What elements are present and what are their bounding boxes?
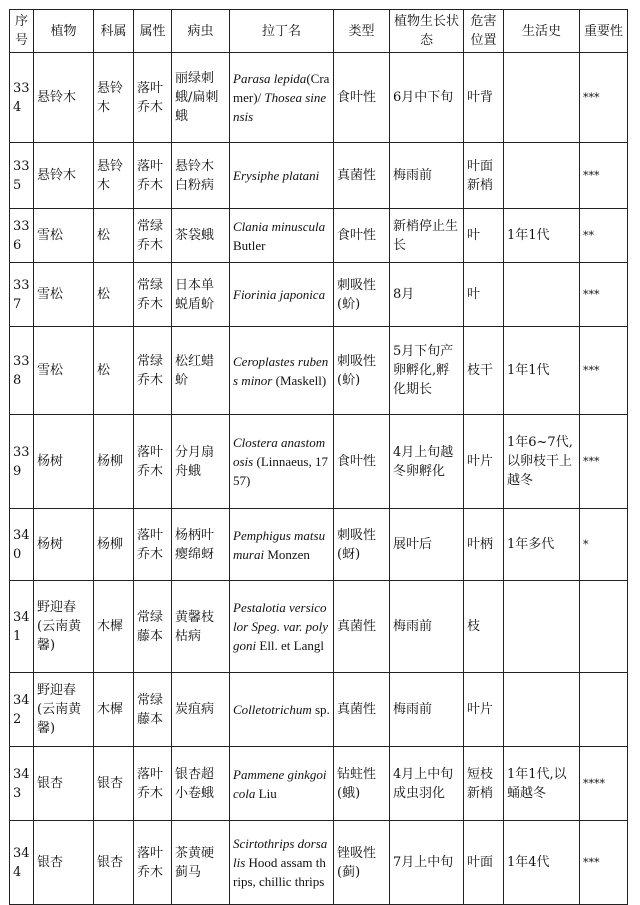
life-history-text: 1年1代: [507, 228, 550, 243]
plant-name: [34, 263, 94, 327]
plant-attribute-text: 常绿乔木: [137, 277, 164, 312]
latin-name: [230, 53, 334, 143]
latin-name-part: Pestalotia versicolor Speg. var. polygoni: [233, 600, 328, 653]
importance-text: ***: [583, 91, 600, 104]
family-name-text: 松: [97, 363, 111, 378]
row-number-text: 335: [13, 158, 30, 193]
pest-name: [172, 821, 230, 905]
damage-position: [464, 53, 504, 143]
latin-name-part: Monzen: [264, 546, 310, 562]
plant-name-text: 雪松: [37, 363, 64, 378]
importance: [580, 327, 628, 415]
row-number-text: 339: [13, 444, 30, 479]
plant-name: [34, 747, 94, 821]
plant-name-text: 雪松: [37, 287, 64, 302]
importance: [580, 673, 628, 747]
pest-type: [334, 581, 390, 673]
pest-name: [172, 509, 230, 581]
damage-position-text: 叶片: [467, 454, 494, 469]
row-number: [10, 209, 34, 263]
latin-name-part: Parasa lepida: [233, 71, 307, 86]
plant-attribute: [134, 509, 172, 581]
latin-name: [230, 327, 334, 415]
pest-name: [172, 673, 230, 747]
row-number-text: 338: [13, 353, 30, 388]
row-number-text: 337: [13, 277, 30, 312]
pest-name-text: 悬铃木白粉病: [175, 158, 215, 193]
col-attr-header: 属性: [134, 10, 172, 53]
latin-name: [230, 673, 334, 747]
importance-text: ***: [583, 288, 600, 301]
row-number-text: 341: [13, 609, 30, 644]
latin-name-part: Ceroplastes rubens minor: [233, 353, 329, 388]
life-history-text: 1年6~7代,以卵枝干上越冬: [507, 435, 573, 488]
col-position-header: 危害位置: [464, 10, 504, 53]
row-number-text: 344: [13, 845, 30, 880]
latin-name: [230, 747, 334, 821]
life-history-text: 1年多代: [507, 537, 555, 552]
plant-name-text: 杨树: [37, 454, 64, 469]
plant-attribute: [134, 209, 172, 263]
damage-position-text: 叶: [467, 287, 481, 302]
pest-type-text: 食叶性: [337, 90, 377, 105]
family-name-text: 悬铃木: [97, 158, 124, 193]
table-row: [10, 143, 628, 209]
importance-text: **: [583, 229, 594, 242]
plant-attribute: [134, 143, 172, 209]
life-history: [504, 415, 580, 509]
damage-position: [464, 581, 504, 673]
damage-position: [464, 209, 504, 263]
life-history: [504, 581, 580, 673]
family-name-text: 悬铃木: [97, 80, 124, 115]
importance-text: ****: [583, 777, 605, 790]
plant-attribute-text: 常绿乔木: [137, 353, 164, 388]
family-name: [94, 509, 134, 581]
pest-table: [9, 9, 628, 905]
pest-name-text: 炭疽病: [175, 702, 215, 717]
row-number: [10, 415, 34, 509]
latin-name-part: Scirtothrips dorsalis: [233, 836, 328, 870]
family-name: [94, 415, 134, 509]
latin-name-part: (Cramer)/: [233, 71, 330, 105]
plant-attribute: [134, 327, 172, 415]
col-importance-header: 重要性: [580, 10, 628, 53]
growth-state-text: 梅雨前: [393, 619, 433, 634]
damage-position: [464, 509, 504, 581]
life-history: [504, 747, 580, 821]
plant-name: [34, 327, 94, 415]
damage-position: [464, 143, 504, 209]
growth-state: [390, 747, 464, 821]
table-row: [10, 581, 628, 673]
plant-attribute-text: 常绿乔木: [137, 218, 164, 253]
plant-attribute-text: 落叶乔木: [137, 527, 164, 562]
latin-name: [230, 415, 334, 509]
pest-name-text: 茶袋蛾: [175, 228, 215, 243]
damage-position-text: 叶背: [467, 90, 494, 105]
col-plant-header: 植物: [34, 10, 94, 53]
pest-name-text: 黄馨枝枯病: [175, 609, 215, 644]
plant-name-text: 杨树: [37, 537, 64, 552]
importance: [580, 581, 628, 673]
growth-state-text: 7月上中旬: [393, 855, 454, 870]
pest-name-text: 松红蜡蚧: [175, 353, 215, 388]
life-history: [504, 327, 580, 415]
importance: [580, 53, 628, 143]
family-name-text: 银杏: [97, 776, 124, 791]
row-number: [10, 747, 34, 821]
growth-state-text: 梅雨前: [393, 702, 433, 717]
plant-attribute: [134, 415, 172, 509]
row-number: [10, 581, 34, 673]
growth-state-text: 展叶后: [393, 537, 433, 552]
col-pest-header: 病虫: [172, 10, 230, 53]
growth-state-text: 6月中下旬: [393, 90, 454, 105]
pest-type: [334, 509, 390, 581]
importance-text: *: [583, 538, 589, 551]
plant-attribute-text: 落叶乔木: [137, 158, 164, 193]
plant-name: [34, 581, 94, 673]
pest-type-text: 刺吸性(蚧): [337, 353, 377, 388]
table-row: [10, 209, 628, 263]
growth-state: [390, 263, 464, 327]
pest-name: [172, 747, 230, 821]
family-name-text: 木樨: [97, 702, 124, 717]
row-number-text: 343: [13, 766, 30, 801]
latin-name: [230, 581, 334, 673]
latin-name-part: (Maskell): [272, 372, 327, 388]
plant-attribute-text: 落叶乔木: [137, 845, 164, 880]
row-number: [10, 673, 34, 747]
plant-attribute: [134, 53, 172, 143]
table-row: [10, 673, 628, 747]
col-latin-header: 拉丁名: [230, 10, 334, 53]
row-number: [10, 53, 34, 143]
family-name-text: 木樨: [97, 619, 124, 634]
header-row: [10, 10, 628, 53]
row-number-text: 336: [13, 218, 30, 253]
growth-state: [390, 327, 464, 415]
pest-name-text: 杨柄叶瘿绵蚜: [175, 527, 215, 562]
plant-attribute-text: 常绿藤本: [137, 692, 164, 727]
growth-state: [390, 143, 464, 209]
pest-name-text: 丽绿刺蛾/扁刺蛾: [175, 71, 219, 124]
importance-text: ***: [583, 364, 600, 377]
plant-attribute-text: 常绿藤本: [137, 609, 164, 644]
life-history: [504, 263, 580, 327]
pest-type-text: 真菌性: [337, 702, 377, 717]
family-name: [94, 209, 134, 263]
latin-name-part: Clostera anastomosis: [233, 435, 326, 469]
latin-name-part: Pemphigus matsumurai: [233, 527, 326, 562]
plant-name-text: 悬铃木: [37, 90, 77, 105]
table-row: [10, 53, 628, 143]
damage-position: [464, 415, 504, 509]
row-number-text: 340: [13, 527, 30, 562]
plant-name-text: 雪松: [37, 228, 64, 243]
family-name-text: 松: [97, 228, 111, 243]
plant-name-text: 悬铃木: [37, 168, 77, 183]
table-row: [10, 415, 628, 509]
growth-state: [390, 209, 464, 263]
latin-name-part: Liu: [255, 785, 277, 801]
latin-name: [230, 209, 334, 263]
damage-position-text: 短枝新梢: [467, 766, 494, 801]
plant-name-text: 银杏: [37, 855, 64, 870]
family-name: [94, 143, 134, 209]
pest-name-text: 银杏超小卷蛾: [175, 766, 215, 801]
pest-type: [334, 821, 390, 905]
row-number: [10, 143, 34, 209]
row-number-text: 334: [13, 80, 30, 115]
life-history: [504, 821, 580, 905]
plant-name: [34, 53, 94, 143]
importance: [580, 415, 628, 509]
plant-name: [34, 415, 94, 509]
plant-attribute-text: 落叶乔木: [137, 80, 164, 115]
plant-name: [34, 673, 94, 747]
plant-name: [34, 509, 94, 581]
family-name: [94, 581, 134, 673]
importance-text: ***: [583, 169, 600, 182]
pest-type-text: 刺吸性(蚜): [337, 527, 377, 562]
col-state-header: 植物生长状态: [390, 10, 464, 53]
pest-type-text: 真菌性: [337, 619, 377, 634]
family-name-text: 银杏: [97, 855, 124, 870]
importance: [580, 821, 628, 905]
plant-name-text: 野迎春(云南黄馨): [37, 683, 82, 736]
latin-name: [230, 509, 334, 581]
damage-position: [464, 673, 504, 747]
latin-name-part: Hood assam thrips, chillic thrips: [233, 855, 326, 889]
damage-position-text: 叶面新梢: [467, 158, 494, 193]
family-name: [94, 673, 134, 747]
latin-name-part: Ell. et Langl: [256, 638, 324, 653]
table-row: [10, 821, 628, 905]
latin-name: [230, 821, 334, 905]
importance-text: ***: [583, 455, 600, 468]
pest-type-text: 真菌性: [337, 168, 377, 183]
pest-type: [334, 53, 390, 143]
growth-state: [390, 415, 464, 509]
pest-type: [334, 747, 390, 821]
importance: [580, 263, 628, 327]
damage-position-text: 枝干: [467, 363, 494, 378]
growth-state: [390, 509, 464, 581]
latin-name: [230, 143, 334, 209]
pest-name: [172, 53, 230, 143]
pest-type-text: 钻蛀性(蛾): [337, 766, 377, 801]
row-number: [10, 327, 34, 415]
plant-name: [34, 821, 94, 905]
pest-type: [334, 327, 390, 415]
plant-attribute-text: 落叶乔木: [137, 444, 164, 479]
row-number: [10, 821, 34, 905]
plant-name: [34, 143, 94, 209]
pest-name-text: 茶黄硬蓟马: [175, 845, 215, 880]
family-name-text: 杨柳: [97, 454, 124, 469]
damage-position-text: 枝: [467, 619, 481, 634]
pest-name: [172, 581, 230, 673]
growth-state-text: 8月: [393, 287, 415, 302]
pest-name: [172, 327, 230, 415]
life-history: [504, 509, 580, 581]
pest-name-text: 日本单蜕盾蚧: [175, 277, 215, 312]
family-name-text: 松: [97, 287, 111, 302]
table-row: [10, 509, 628, 581]
pest-type: [334, 415, 390, 509]
pest-type-text: 食叶性: [337, 454, 377, 469]
family-name: [94, 53, 134, 143]
row-number-text: 342: [13, 692, 30, 727]
row-number: [10, 509, 34, 581]
plant-attribute: [134, 581, 172, 673]
latin-name-part: Colletotrichum: [233, 702, 312, 717]
pest-type: [334, 263, 390, 327]
latin-name-part: Pammene ginkgoicola: [233, 766, 327, 801]
pest-type: [334, 143, 390, 209]
life-history: [504, 209, 580, 263]
plant-name: [34, 209, 94, 263]
latin-name-part: sp.: [311, 702, 330, 717]
importance: [580, 209, 628, 263]
family-name: [94, 821, 134, 905]
plant-attribute: [134, 673, 172, 747]
latin-name: [230, 263, 334, 327]
pest-type: [334, 673, 390, 747]
pest-name: [172, 143, 230, 209]
growth-state: [390, 821, 464, 905]
growth-state: [390, 673, 464, 747]
damage-position: [464, 747, 504, 821]
latin-name-part: Thosea sinensis: [233, 90, 327, 124]
growth-state-text: 4月上中旬成虫羽化: [393, 766, 454, 801]
plant-name-text: 银杏: [37, 776, 64, 791]
family-name: [94, 263, 134, 327]
growth-state-text: 5月下旬产卵孵化,孵化期长: [393, 344, 454, 397]
latin-name-part: Butler: [233, 237, 266, 253]
pest-name: [172, 415, 230, 509]
family-name: [94, 327, 134, 415]
col-family-header: 科属: [94, 10, 134, 53]
growth-state-text: 新梢停止生长: [393, 218, 459, 253]
damage-position: [464, 821, 504, 905]
life-history: [504, 673, 580, 747]
plant-name-text: 野迎春(云南黄馨): [37, 600, 82, 653]
life-history: [504, 53, 580, 143]
row-number: [10, 263, 34, 327]
damage-position: [464, 327, 504, 415]
life-history-text: 1年1代: [507, 363, 550, 378]
table-row: [10, 327, 628, 415]
latin-name-part: Clania minuscula: [233, 218, 326, 234]
importance: [580, 747, 628, 821]
growth-state: [390, 581, 464, 673]
col-no-header: 序号: [10, 10, 34, 53]
damage-position-text: 叶片: [467, 702, 494, 717]
plant-attribute-text: 落叶乔木: [137, 766, 164, 801]
importance: [580, 509, 628, 581]
growth-state-text: 梅雨前: [393, 168, 433, 183]
life-history-text: 1年1代,以蛹越冬: [507, 766, 567, 801]
latin-name-part: (Linnaeus, 1757): [233, 454, 328, 488]
life-history-text: 1年4代: [507, 855, 550, 870]
damage-position: [464, 263, 504, 327]
pest-name: [172, 263, 230, 327]
importance-text: ***: [583, 856, 600, 869]
latin-name-part: Fiorinia japonica: [233, 287, 326, 302]
table-row: [10, 747, 628, 821]
growth-state-text: 4月上旬越冬卵孵化: [393, 444, 454, 479]
pest-name: [172, 209, 230, 263]
table-row: [10, 263, 628, 327]
life-history: [504, 143, 580, 209]
importance: [580, 143, 628, 209]
damage-position-text: 叶: [467, 228, 481, 243]
growth-state: [390, 53, 464, 143]
plant-attribute: [134, 747, 172, 821]
pest-type-text: 刺吸性(蚧): [337, 277, 377, 312]
pest-type-text: 锉吸性(蓟): [337, 845, 377, 880]
pest-name-text: 分月扇舟蛾: [175, 444, 215, 479]
latin-name-part: Erysiphe platani: [233, 168, 320, 183]
table-body: [10, 53, 628, 905]
pest-type-text: 食叶性: [337, 228, 377, 243]
pest-type: [334, 209, 390, 263]
family-name-text: 杨柳: [97, 537, 124, 552]
col-type-header: 类型: [334, 10, 390, 53]
plant-attribute: [134, 263, 172, 327]
plant-attribute: [134, 821, 172, 905]
damage-position-text: 叶柄: [467, 537, 494, 552]
col-life-header: 生活史: [504, 10, 580, 53]
damage-position-text: 叶面: [467, 855, 494, 870]
family-name: [94, 747, 134, 821]
